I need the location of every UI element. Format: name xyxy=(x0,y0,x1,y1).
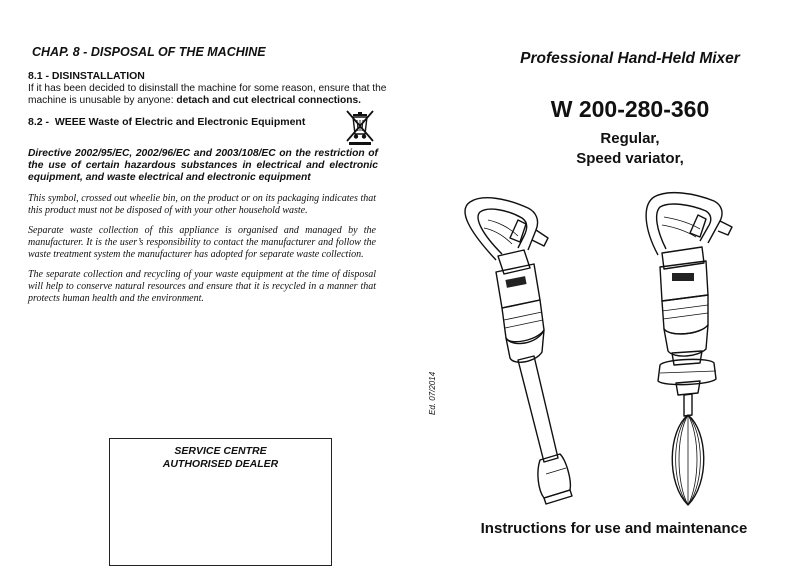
paragraph-symbol: This symbol, crossed out wheelie bin, on the product or on its packaging indicates that this product must not be disposed of with your other household waste. xyxy=(28,193,376,216)
disinstallation-bold-text: detach and cut electrical connections. xyxy=(176,95,361,106)
paragraph-collection: Separate waste collection of this appliance is organised and managed by the manufacturer. It is the user’s responsibility to contact the manufacturer and follow the waste treatment system the manufacturer has adopted for separate waste collection. xyxy=(28,225,376,260)
edition-label: Ed. 07/2014 xyxy=(428,371,437,415)
paragraph-recycling: The separate collection and recycling of your waste equipment at the time of disposal will help to conserve natural resources and ensure that it is recycled in a manner that protects human health and the environment. xyxy=(28,269,376,304)
disinstallation-text: If it has been decided to disinstall the machine for some reason, ensure that the machine is unusable by anyone: xyxy=(28,83,387,106)
crossed-out-wheelie-bin-icon xyxy=(343,108,377,146)
section-title-weee: 8.2 - WEEE Waste of Electric and Electronic Equipment xyxy=(28,116,306,128)
variant-regular: Regular, xyxy=(600,130,660,147)
authorised-dealer-label: AUTHORISED DEALER xyxy=(162,458,279,470)
model-number: W 200-280-360 xyxy=(550,96,710,122)
variant-speed: Speed variator, xyxy=(576,150,684,167)
chapter-title: CHAP. 8 - DISPOSAL OF THE MACHINE xyxy=(32,45,266,59)
directive-text: Directive 2002/95/EC, 2002/96/EC and 2003/108/EC on the restriction of the use of certain hazardous substances in electrical and electronic equipment, and waste electrical and electronic equipment xyxy=(28,148,378,183)
instructions-title: Instructions for use and maintenance xyxy=(480,520,748,537)
service-centre-box xyxy=(109,438,332,566)
section-title-disinstallation: 8.1 - DISINSTALLATION xyxy=(28,70,145,82)
product-title: Professional Hand-Held Mixer xyxy=(520,50,740,67)
service-centre-label: SERVICE CENTRE xyxy=(174,445,267,457)
hand-mixer-whisk-illustration xyxy=(638,183,738,518)
hand-mixer-blade-illustration xyxy=(448,190,578,510)
section-body-disinstallation xyxy=(28,83,388,107)
